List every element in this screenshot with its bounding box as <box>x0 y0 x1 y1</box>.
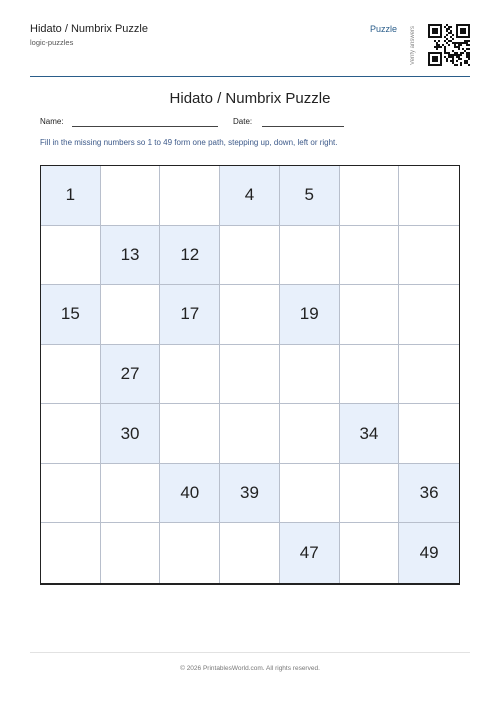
given-number-cell: 1 <box>41 166 101 226</box>
empty-cell[interactable] <box>399 226 459 286</box>
empty-cell[interactable] <box>280 404 340 464</box>
given-number-cell: 30 <box>101 404 161 464</box>
empty-cell[interactable] <box>160 166 220 226</box>
given-number-cell: 27 <box>101 345 161 405</box>
empty-cell[interactable] <box>280 464 340 524</box>
given-number-cell: 40 <box>160 464 220 524</box>
empty-cell[interactable] <box>280 226 340 286</box>
qr-code-icon <box>428 18 470 72</box>
empty-cell[interactable] <box>399 285 459 345</box>
given-number-cell: 13 <box>101 226 161 286</box>
empty-cell[interactable] <box>41 345 101 405</box>
given-number-cell: 19 <box>280 285 340 345</box>
footer-divider <box>30 652 470 653</box>
empty-cell[interactable] <box>340 166 400 226</box>
empty-cell[interactable] <box>399 404 459 464</box>
empty-cell[interactable] <box>340 523 400 583</box>
page-title: Hidato / Numbrix Puzzle <box>169 90 331 107</box>
empty-cell[interactable] <box>280 345 340 405</box>
name-label: Name: <box>40 117 64 126</box>
given-number-cell: 47 <box>280 523 340 583</box>
given-number-cell: 4 <box>220 166 280 226</box>
empty-cell[interactable] <box>220 345 280 405</box>
empty-cell[interactable] <box>340 464 400 524</box>
empty-cell[interactable] <box>220 226 280 286</box>
empty-cell[interactable] <box>41 523 101 583</box>
given-number-cell: 5 <box>280 166 340 226</box>
empty-cell[interactable] <box>101 523 161 583</box>
footer-copyright: © 2026 PrintablesWorld.com. All rights reserved. <box>180 665 320 672</box>
verify-answers-label: Verify answers <box>410 25 416 65</box>
empty-cell[interactable] <box>220 523 280 583</box>
date-field[interactable] <box>262 126 344 127</box>
category-tag: Puzzle <box>370 24 398 34</box>
empty-cell[interactable] <box>340 345 400 405</box>
date-label: Date: <box>233 117 253 126</box>
given-number-cell: 34 <box>340 404 400 464</box>
empty-cell[interactable] <box>101 464 161 524</box>
header-divider <box>30 76 470 77</box>
given-number-cell: 36 <box>399 464 459 524</box>
empty-cell[interactable] <box>220 404 280 464</box>
puzzle-grid <box>40 165 460 585</box>
empty-cell[interactable] <box>220 285 280 345</box>
empty-cell[interactable] <box>399 166 459 226</box>
header-subtitle: logic-puzzles <box>30 38 74 47</box>
empty-cell[interactable] <box>101 285 161 345</box>
given-number-cell: 39 <box>220 464 280 524</box>
given-number-cell: 12 <box>160 226 220 286</box>
empty-cell[interactable] <box>160 404 220 464</box>
empty-cell[interactable] <box>160 345 220 405</box>
empty-cell[interactable] <box>340 226 400 286</box>
empty-cell[interactable] <box>101 166 161 226</box>
empty-cell[interactable] <box>399 345 459 405</box>
instructions: Fill in the missing numbers so 1 to 49 form one path, stepping up, down, left or right. <box>40 138 338 147</box>
header-title: Hidato / Numbrix Puzzle <box>30 23 148 35</box>
given-number-cell: 15 <box>41 285 101 345</box>
empty-cell[interactable] <box>160 523 220 583</box>
empty-cell[interactable] <box>41 226 101 286</box>
given-number-cell: 17 <box>160 285 220 345</box>
given-number-cell: 49 <box>399 523 459 583</box>
empty-cell[interactable] <box>340 285 400 345</box>
empty-cell[interactable] <box>41 464 101 524</box>
empty-cell[interactable] <box>41 404 101 464</box>
name-field[interactable] <box>72 126 218 127</box>
